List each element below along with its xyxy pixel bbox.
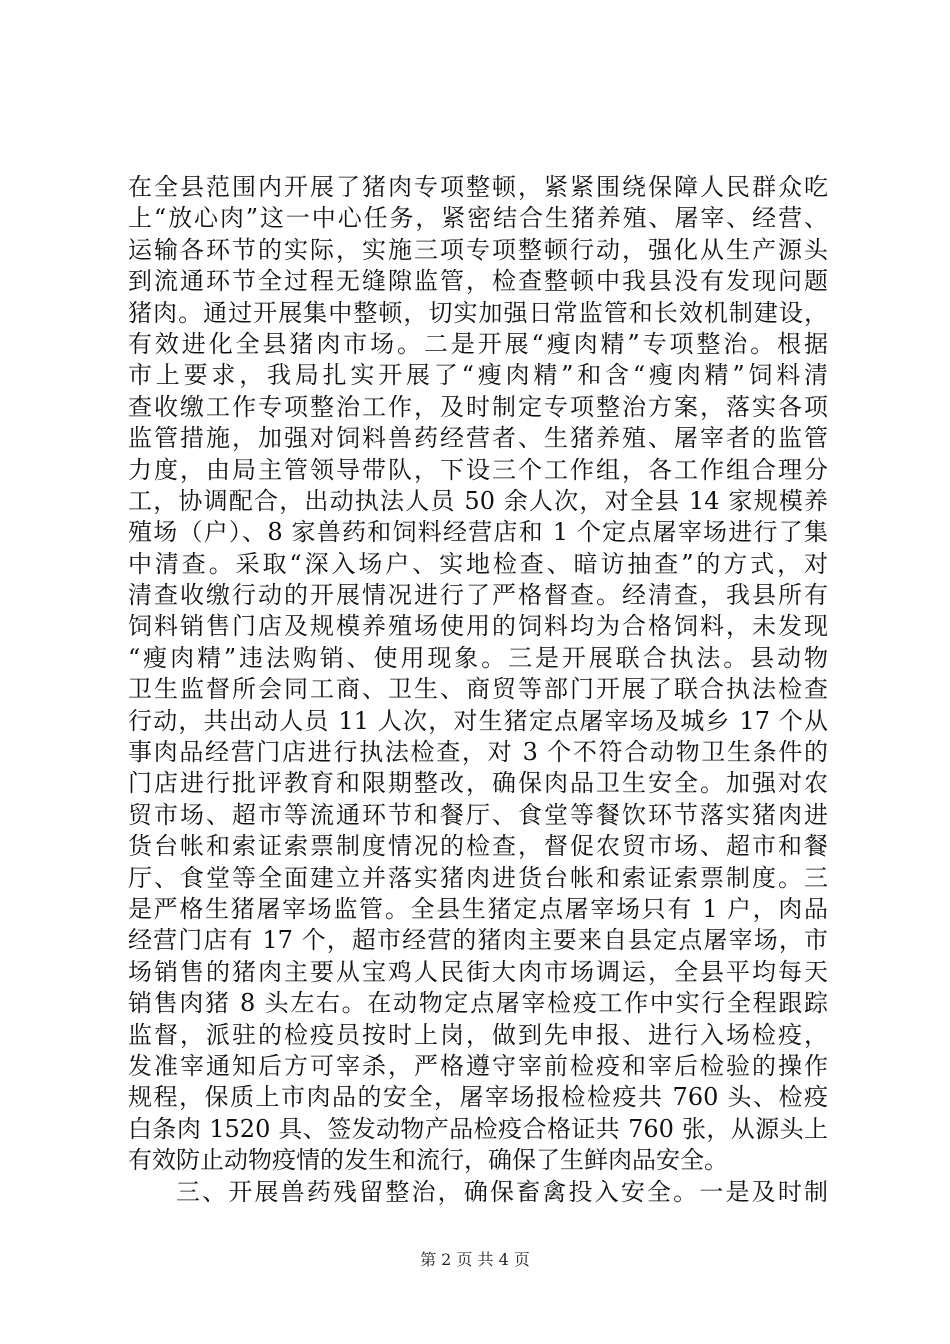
text-line: 殖场（户）、8 家兽药和饲料经营店和 1 个定点屠宰场进行了集 — [128, 518, 828, 547]
page-number-footer: 第 2 页 共 4 页 — [420, 1250, 530, 1269]
text-line: 清查收缴行动的开展情况进行了严格督查。经清查，我县所有 — [128, 581, 828, 610]
text-line: 运输各环节的实际，实施三项专项整顿行动，强化从生产源头 — [128, 235, 828, 264]
text-line: 贸市场、超市等流通环节和餐厅、食堂等餐饮环节落实猪肉进 — [128, 800, 828, 829]
text-line: 监督，派驻的检疫员按时上岗，做到先申报、进行入场检疫， — [128, 1020, 828, 1049]
text-line: 是严格生猪屠宰场监管。全县生猪定点屠宰场只有 1 户，肉品 — [128, 894, 828, 923]
text-line: 到流通环节全过程无缝隙监管，检查整顿中我县没有发现问题 — [128, 267, 828, 296]
text-line: 场销售的猪肉主要从宝鸡人民街大肉市场调运，全县平均每天 — [128, 957, 828, 986]
text-line: 力度，由局主管领导带队，下设三个工作组，各工作组合理分 — [128, 455, 828, 484]
text-line: 门店进行批评教育和限期整改，确保肉品卫生安全。加强对农 — [128, 769, 828, 798]
text-line: 经营门店有 17 个，超市经营的猪肉主要来自县定点屠宰场，市 — [128, 926, 828, 955]
text-line: 发准宰通知后方可宰杀，严格遵守宰前检疫和宰后检验的操作 — [128, 1051, 828, 1080]
text-line: 行动，共出动人员 11 人次，对生猪定点屠宰场及城乡 17 个从 — [128, 706, 828, 735]
text-line: 在全县范围内开展了猪肉专项整顿，紧紧围绕保障人民群众吃 — [128, 173, 828, 201]
paragraph-end-line: 有效防止动物疫情的发生和流行，确保了生鲜肉品安全。 — [128, 1146, 728, 1175]
text-line: 市上要求，我局扎实开展了“瘦肉精”和含“瘦肉精”饲料清 — [128, 361, 828, 390]
document-body — [128, 172, 828, 1208]
text-line: 厅、食堂等全面建立并落实猪肉进货台帐和索证索票制度。三 — [128, 863, 828, 892]
text-line: 有效进化全县猪肉市场。二是开展“瘦肉精”专项整治。根据 — [128, 329, 828, 358]
text-line: 查收缴工作专项整治工作，及时制定专项整治方案，落实各项 — [128, 392, 828, 421]
text-line: 猪肉。通过开展集中整顿，切实加强日常监管和长效机制建设， — [128, 298, 828, 327]
text-line: 货台帐和索证索票制度情况的检查，督促农贸市场、超市和餐 — [128, 832, 828, 861]
text-line: 监管措施，加强对饲料兽药经营者、生猪养殖、屠宰者的监管 — [128, 424, 828, 453]
text-line: 销售肉猪 8 头左右。在动物定点屠宰检疫工作中实行全程跟踪 — [128, 989, 828, 1018]
text-line: 饲料销售门店及规模养殖场使用的饲料均为合格饲料，未发现 — [128, 612, 828, 641]
text-line: 中清查。采取“深入场户、实地检查、暗访抽查”的方式，对 — [128, 549, 828, 578]
text-line: 白条肉 1520 具、签发动物产品检疫合格证共 760 张，从源头上 — [128, 1114, 828, 1143]
text-line: 上“放心肉”这一中心任务，紧密结合生猪养殖、屠宰、经营、 — [128, 204, 828, 233]
text-line: 规程，保质上市肉品的安全，屠宰场报检检疫共 760 头、检疫 — [128, 1083, 828, 1112]
section-heading-line: 三、开展兽药残留整治，确保畜禽投入安全。一是及时制 — [176, 1177, 828, 1206]
text-line: 工，协调配合，出动执法人员 50 余人次，对全县 14 家规模养 — [128, 486, 828, 515]
text-line: 卫生监督所会同工商、卫生、商贸等部门开展了联合执法检查 — [128, 675, 828, 704]
text-line: 事肉品经营门店进行执法检查，对 3 个不符合动物卫生条件的 — [128, 738, 828, 767]
text-line: “瘦肉精”违法购销、使用现象。三是开展联合执法。县动物 — [128, 643, 828, 672]
